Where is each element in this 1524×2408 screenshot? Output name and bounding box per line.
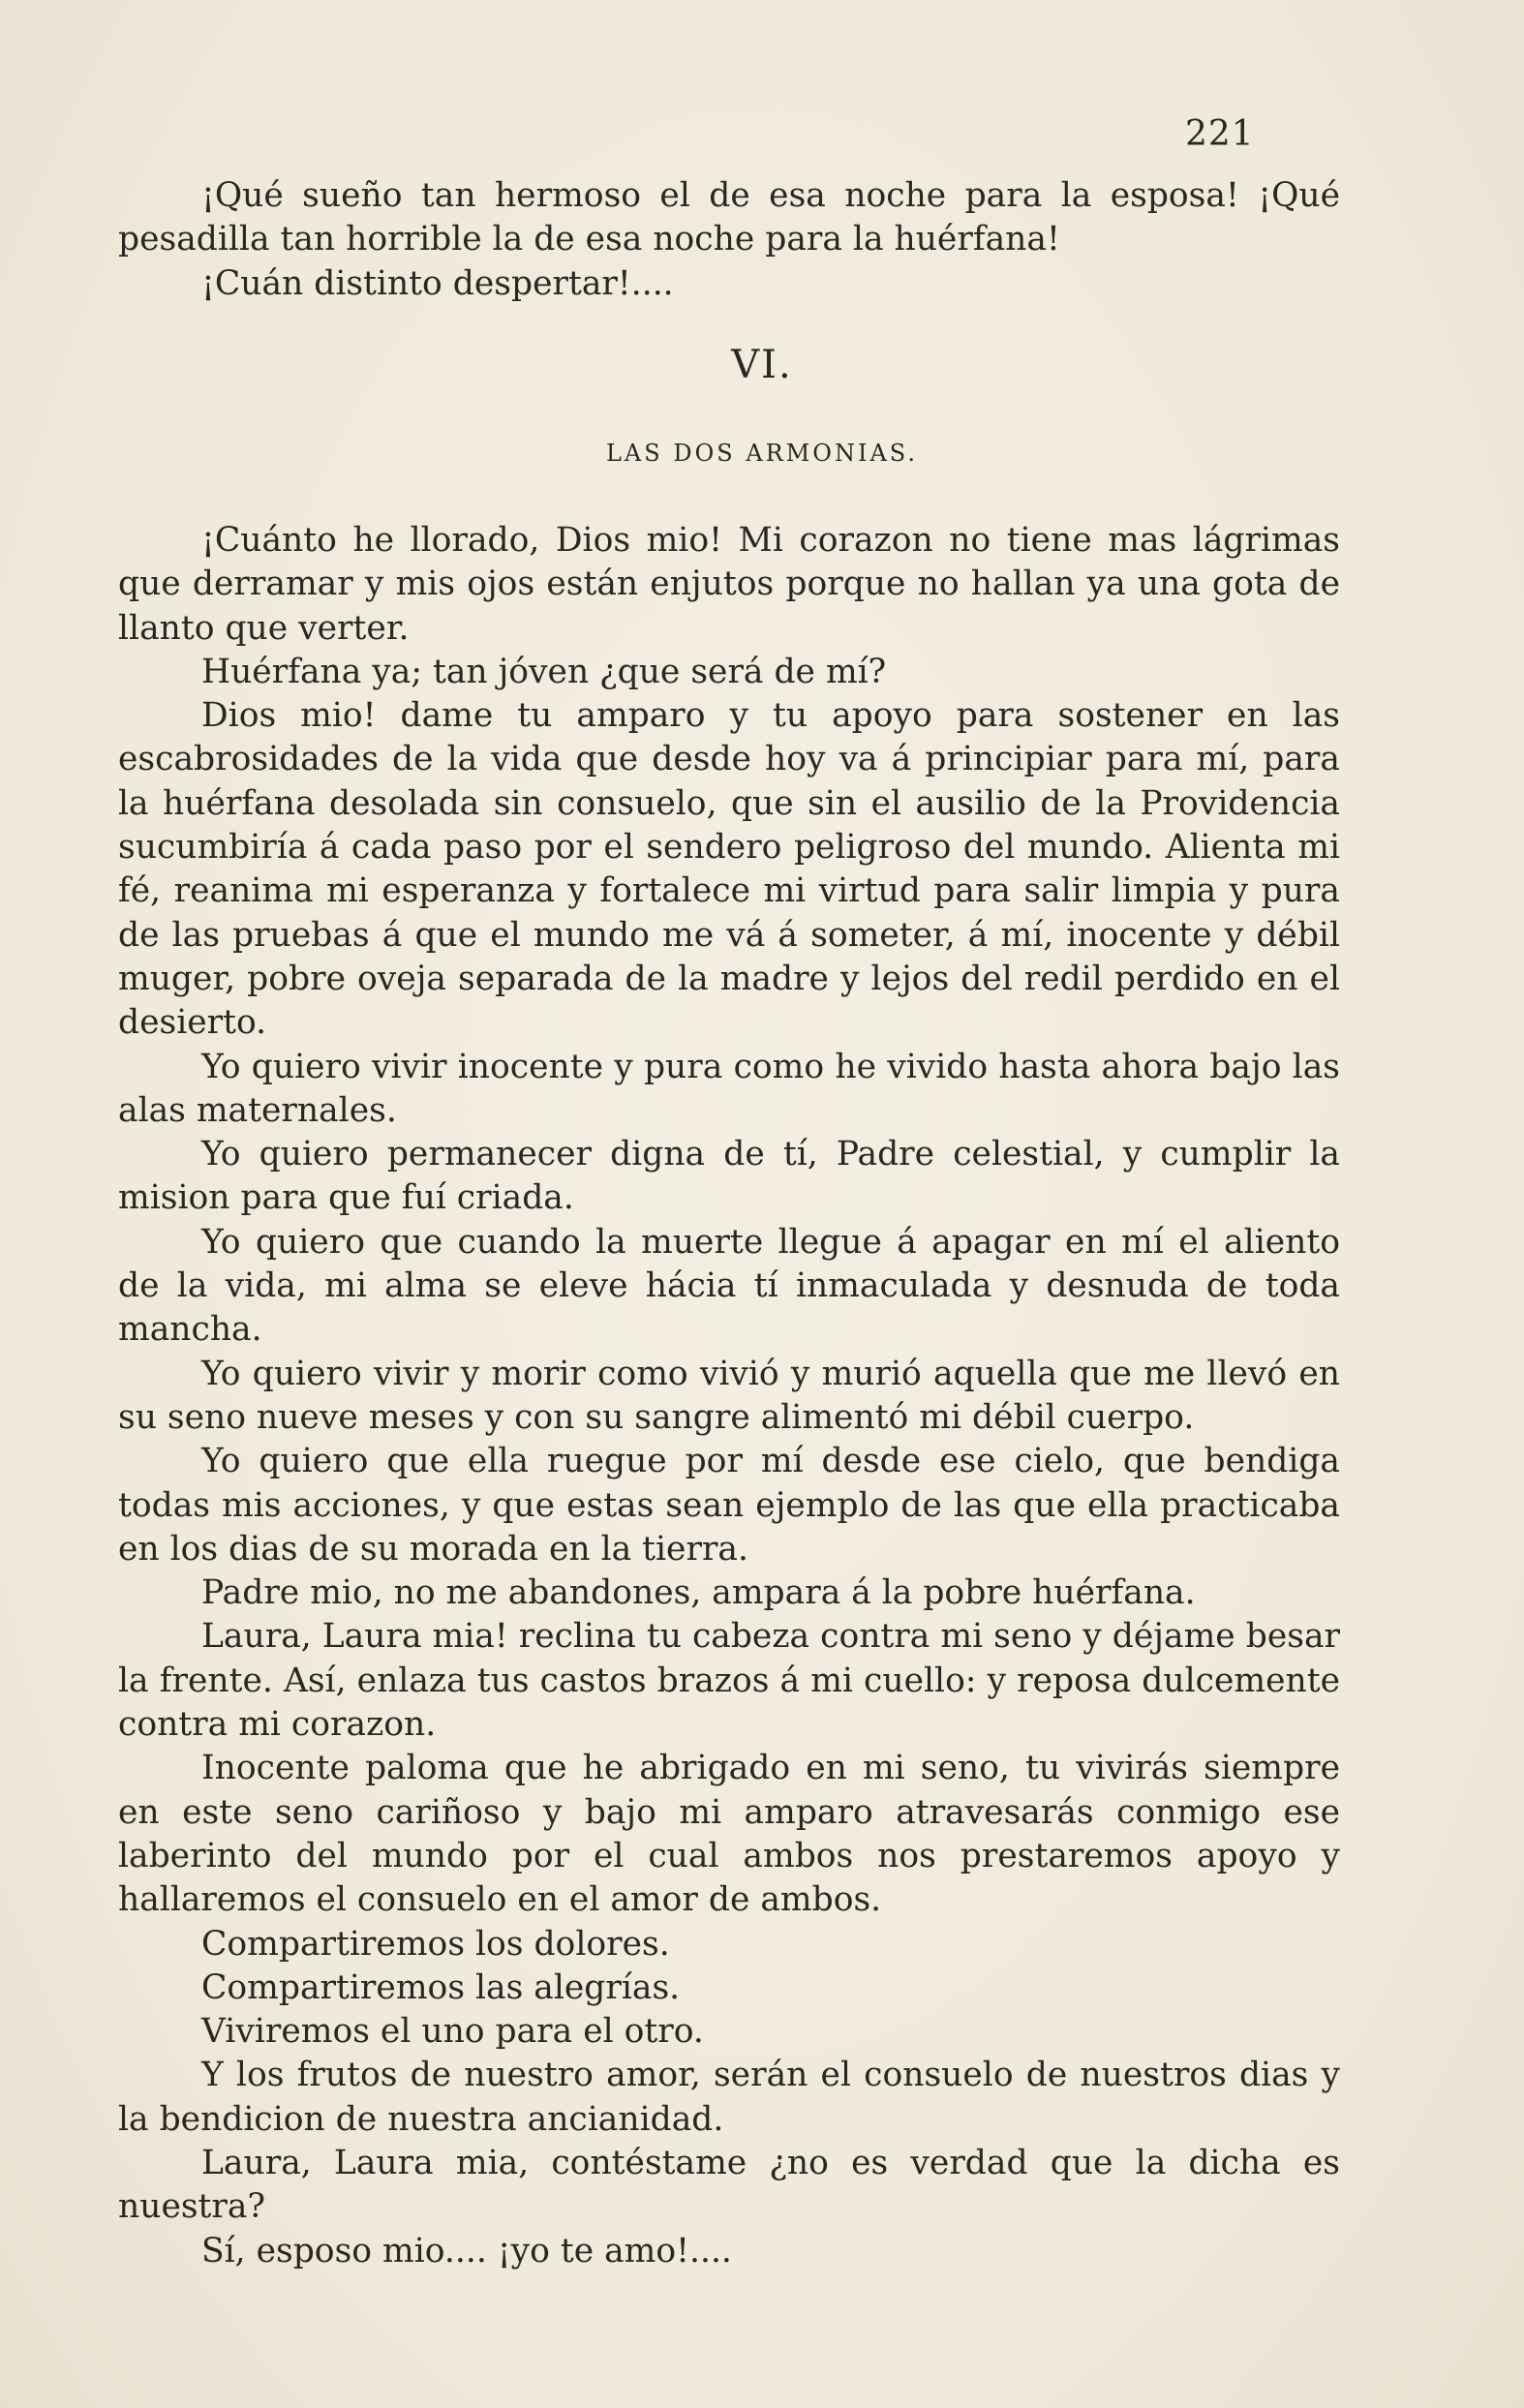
paragraph: ¡Cuánto he llorado, Dios mio! Mi corazon no tiene mas lágrimas que derramar y mis ojos están enjutos porque no hallan ya una gota de llanto que verter. xyxy=(118,521,1340,648)
paragraph: Yo quiero que ella ruegue por mí desde ese cielo, que bendiga todas mis acciones, y que estas sean ejemplo de las que ella practicaba en los dias de su morada en la tierra. xyxy=(118,1442,1340,1569)
paragraph: Laura, Laura mia! reclina tu cabeza contra mi seno y déjame besar la frente. Así, enlaza tus castos brazos á mi cuello: y reposa dulcemente contra mi corazon. xyxy=(118,1617,1340,1745)
paragraph: Yo quiero que cuando la muerte llegue á apagar en mí el aliento de la vida, mi alma se eleve hácia tí inmaculada y desnuda de toda mancha. xyxy=(118,1222,1340,1350)
paragraph: Huérfana ya; tan jóven ¿que será de mí? xyxy=(201,652,887,691)
intro-text xyxy=(118,174,1340,306)
paragraph: ¡Qué sueño tan hermoso el de esa noche para la esposa! ¡Qué pesadilla tan horrible la de esa noche para la huérfana! xyxy=(118,176,1340,259)
paragraph: Inocente paloma que he abrigado en mi seno, tu vivirás siempre en este seno cariñoso y bajo mi amparo atravesarás conmigo ese laberinto del mundo por el cual ambos nos prestaremos apoyo y hallaremos el consuelo en el amor de ambos. xyxy=(118,1749,1340,1920)
chapter-number: VI. xyxy=(731,343,793,387)
paragraph: Yo quiero vivir y morir como vivió y murió aquella que me llevó en su seno nueve meses y con su sangre alimentó mi débil cuerpo. xyxy=(118,1354,1340,1437)
paragraph: Dios mio! dame tu amparo y tu apoyo para sostener en las escabrosidades de la vida que desde hoy va á principiar para mí, para la huérfana desolada sin consuelo, que sin el ausilio de la Providencia sucumbiría á cada paso por el sendero peligroso del mundo. Alienta mi fé, reanima mi esperanza y fortalece mi virtud para salir limpia y pura de las pruebas á que el mundo me vá á someter, á mí, inocente y débil muger, pobre oveja separada de la madre y lejos del redil perdido en el desierto. xyxy=(118,696,1340,1043)
chapter-title: LAS DOS ARMONIAS. xyxy=(605,440,918,467)
chapter-body xyxy=(118,519,1340,2273)
paragraph: Yo quiero vivir inocente y pura como he vivido hasta ahora bajo las alas maternales. xyxy=(118,1047,1340,1130)
paragraph: Laura, Laura mia, contéstame ¿no es verdad que la dicha es nuestra? xyxy=(118,2143,1340,2227)
paragraph: Y los frutos de nuestro amor, serán el consuelo de nuestros dias y la bendicion de nuestra ancianidad. xyxy=(118,2056,1340,2139)
paragraph: ¡Cuán distinto despertar!.... xyxy=(201,263,674,303)
paragraph: Sí, esposo mio.... ¡yo te amo!.... xyxy=(201,2231,732,2271)
paragraph: Padre mio, no me abandones, ampara á la pobre huérfana. xyxy=(201,1573,1196,1613)
paragraph: Yo quiero permanecer digna de tí, Padre celestial, y cumplir la mision para que fuí criada. xyxy=(118,1135,1340,1218)
paragraph: Viviremos el uno para el otro. xyxy=(201,2012,704,2052)
paragraph: Compartiremos las alegrías. xyxy=(201,1967,681,2007)
paragraph: Compartiremos los dolores. xyxy=(201,1924,670,1964)
page-number: 221 xyxy=(1185,114,1255,154)
